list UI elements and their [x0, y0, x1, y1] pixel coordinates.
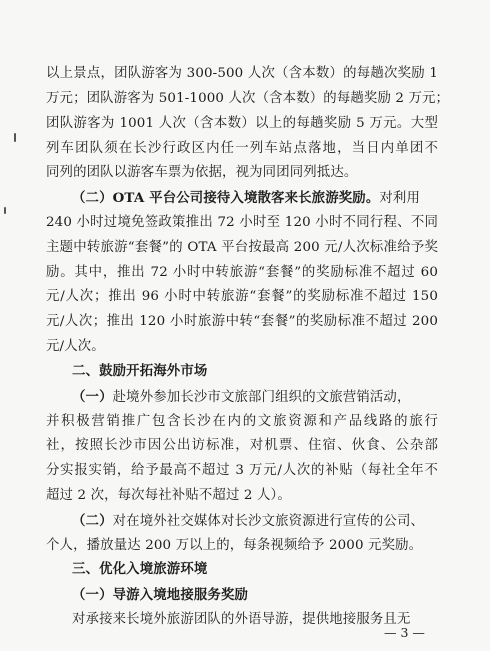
body-line: 并积极营销推广包含长沙在内的文旅资源和产品线路的旅行: [46, 413, 438, 429]
subsection-heading: （二）OTA 平台公司接待入境散客来长旅游奖励。: [72, 190, 380, 207]
body-text: 赴境外参加长沙市文旅部门组织的文旅营销活动，: [112, 389, 411, 405]
item-label: （二）: [72, 512, 113, 529]
margin-mark: [14, 133, 16, 142]
item-label: （一）: [72, 388, 113, 405]
subsection-heading: （一）导游入境地接服务奖励: [72, 587, 249, 604]
section-heading: 三、优化入境旅游环境: [72, 562, 208, 578]
body-line: 万元；团队游客为 501-1000 人次（含本数）的每趟奖励 2 万元；: [46, 90, 450, 106]
body-line: 个人，播放量达 200 万以上的，每条视频给予 2000 元奖励。: [46, 537, 423, 553]
section-heading: 二、鼓励开拓海外市场: [72, 363, 208, 379]
body-line: 励。其中，推出 72 小时中转旅游“套餐”的奖励标准不超过 60: [46, 264, 438, 280]
body-line: 社，按照长沙市因公出访标准，对机票、住宿、伙食、公杂部: [46, 438, 438, 454]
body-line: 元/人次；推出 96 小时中转旅游“套餐”的奖励标准不超过 150: [46, 289, 438, 305]
body-line: 列车团队须在长沙行政区内任一列车站点落地，当日内单团不: [46, 140, 438, 156]
body-text: 对利用: [379, 191, 420, 207]
paragraph-line: [72, 389, 438, 406]
body-line: 分实报实销，给予最高不超过 3 万元/人次的补贴（每社全年不: [46, 463, 438, 479]
margin-mark: [4, 207, 6, 214]
paragraph-line: [72, 513, 438, 530]
body-line: 以上景点，团队游客为 300-500 人次（含本数）的每趟次奖励 1: [46, 66, 438, 81]
body-line: 元/人次；推出 120 小时旅游中转“套餐”的奖励标准不超过 200: [46, 314, 438, 330]
body-line: 主题中转旅游“套餐”的 OTA 平台按最高 200 元/人次标准给予奖: [46, 239, 438, 255]
page-number: — 3 —: [384, 625, 425, 640]
paragraph-line: [72, 190, 438, 207]
body-text: 对在境外社交媒体对长沙文旅资源进行宣传的公司、: [112, 513, 425, 529]
body-line: 同列的团队以游客车票为依据，视为同团同列抵达。: [46, 165, 358, 181]
body-line: 对承接来长境外旅游团队的外语导游，提供地接服务且无: [72, 612, 411, 627]
body-line: 超过 2 次，每次每社补贴不超过 2 人）。: [46, 487, 291, 503]
body-line: 元/人次。: [46, 339, 105, 354]
body-line: 240 小时过境免签政策推出 72 小时至 120 小时不同行程、不同: [46, 214, 438, 230]
body-line: 团队游客为 1001 人次（含本数）以上的每趟奖励 5 万元。大型: [46, 115, 438, 131]
